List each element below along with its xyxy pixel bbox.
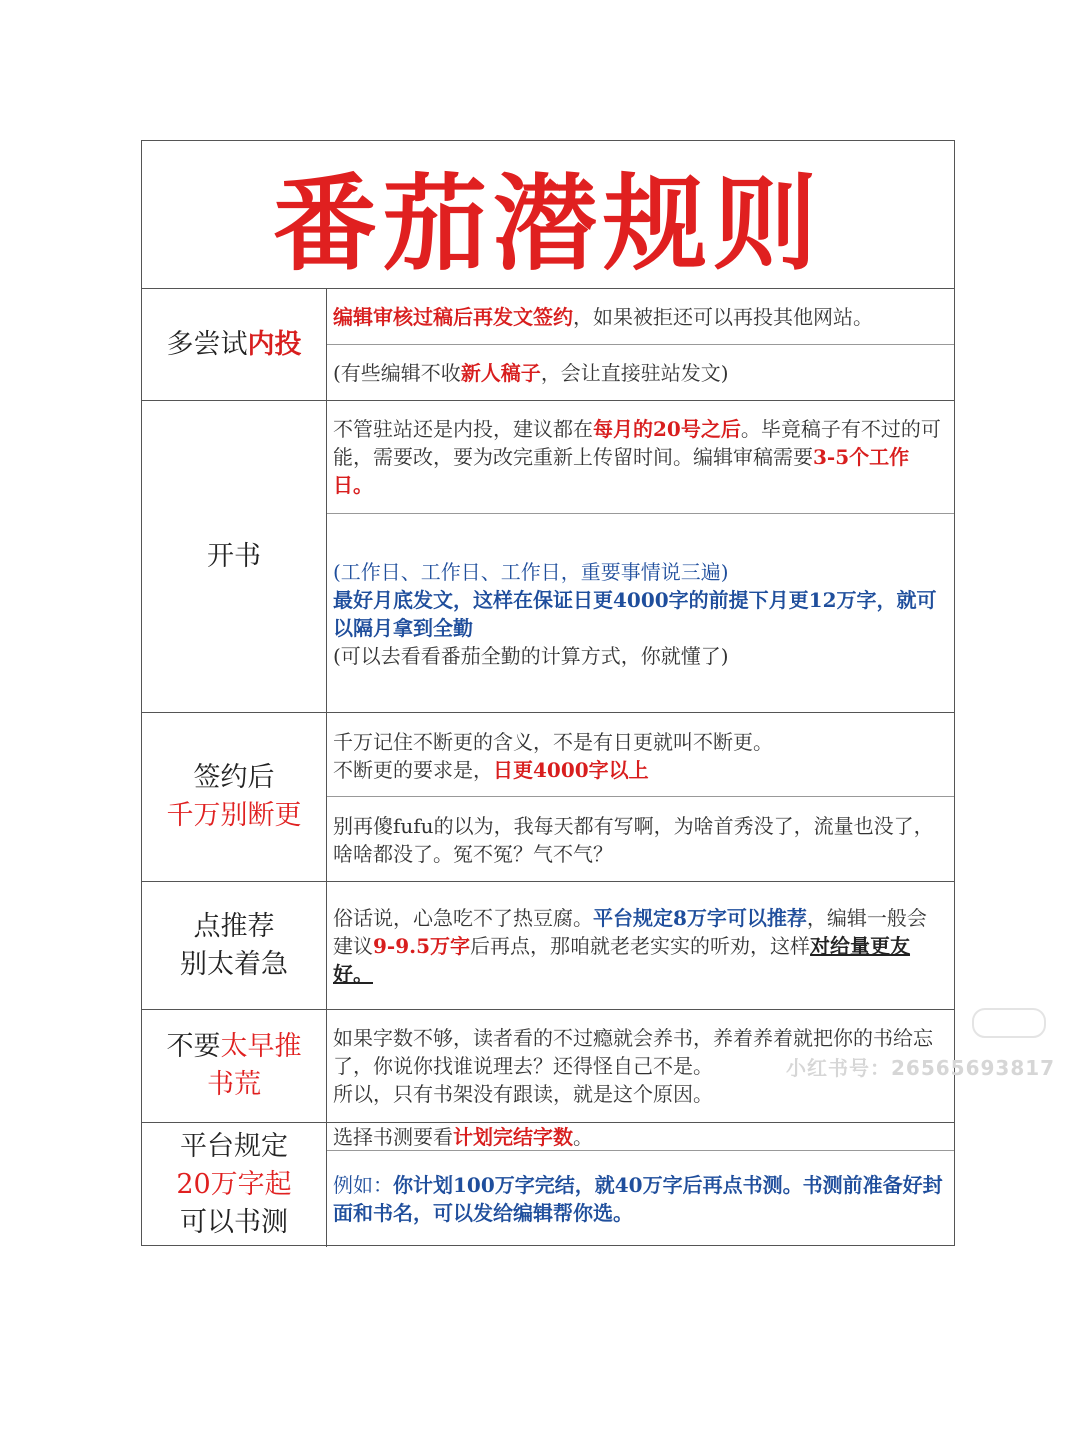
rule-label: 点推荐 别太着急 <box>142 882 327 1009</box>
rule-label: 多尝试内投 <box>142 289 327 400</box>
rule-text: 选择书测要看计划完结字数。 <box>327 1123 954 1151</box>
rule-text: (工作日、工作日、工作日，重要事情说三遍) 最好月底发文，这样在保证日更4000字的前提下月更12万字，就可以隔月拿到全勤 (可以去看看番茄全勤的计算方式，你就懂了) <box>333 560 937 668</box>
rule-text: 如果字数不够，读者看的不过瘾就会养书，养着养着就把你的书给忘了，你说你找谁说理去？还得怪自己不是。 所以，只有书架没有跟读，就是这个原因。 <box>333 1026 933 1106</box>
rule-text: 千万记住不断更的含义，不是有日更就叫不断更。 不断更的要求是，日更4000字以上 <box>327 713 954 797</box>
rule-label: 平台规定 20万字起 可以书测 <box>142 1123 327 1247</box>
rule-row-book-test <box>142 1123 954 1247</box>
rule-text: 不管驻站还是内投，建议都在每月的20号之后。毕竟稿子有不过的可能，需要改，要为改完重新上传留时间。编辑审稿需要3-5个工作日。 <box>327 401 954 514</box>
rule-row-submit <box>142 289 954 401</box>
watermark-logo-icon <box>972 1008 1046 1038</box>
rule-label: 签约后 千万别断更 <box>142 713 327 881</box>
rule-text: 例如：你计划100万字完结，就40万字后再点书测。书测前准备好封面和书名，可以发给编辑帮你选。 <box>333 1173 943 1225</box>
watermark: 小红书号：26565693817 <box>786 1056 1056 1080</box>
page-title: 番茄潜规则 <box>142 141 954 289</box>
rule-text: 俗话说，心急吃不了热豆腐。平台规定8万字可以推荐，编辑一般会建议9-9.5万字后再点，那咱就老老实实的听劝，这样对给量更友好。 <box>333 906 927 986</box>
rule-row-recommend <box>142 882 954 1010</box>
rule-text: 别再傻fufu的以为，我每天都有写啊，为啥首秀没了，流量也没了，啥啥都没了。冤不冤？气不气？ <box>333 814 934 866</box>
rule-label: 不要太早推 书荒 <box>142 1010 327 1122</box>
rule-text: 编辑审核过稿后再发文签约，如果被拒还可以再投其他网站。 <box>327 289 954 345</box>
rule-row-start-book <box>142 401 954 713</box>
rule-text: (有些编辑不收新人稿子，会让直接驻站发文) <box>333 361 729 385</box>
rule-row-no-break <box>142 713 954 882</box>
rule-label: 开书 <box>142 401 327 712</box>
